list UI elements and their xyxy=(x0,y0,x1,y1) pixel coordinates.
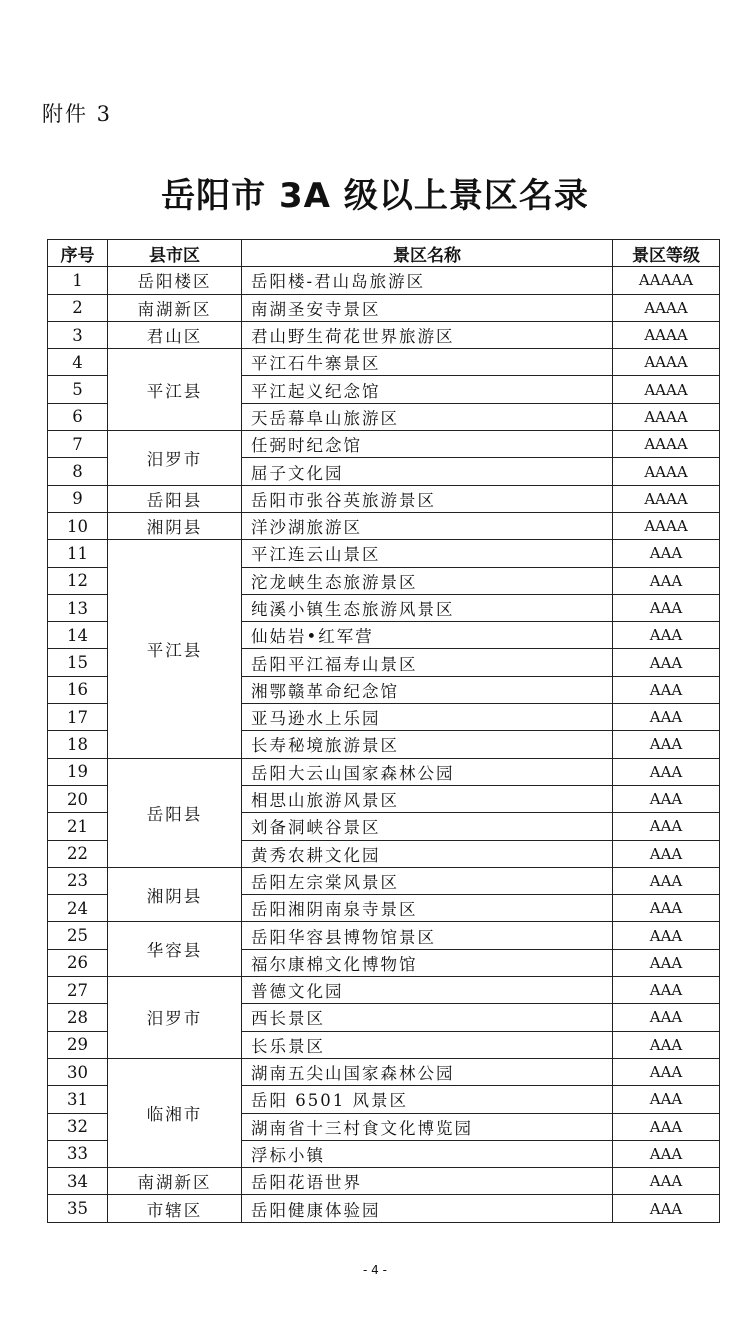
grade-cell: AAA xyxy=(613,758,720,785)
table-row xyxy=(48,321,720,348)
county-cell: 岳阳县 xyxy=(108,758,242,867)
county-cell: 湘阴县 xyxy=(108,512,242,539)
table-row xyxy=(48,349,720,376)
page-number: - 4 - xyxy=(363,1263,387,1277)
serial-cell: 12 xyxy=(48,567,108,594)
table-row xyxy=(48,1168,720,1195)
scenic-name-cell: 岳阳湘阴南泉寺景区 xyxy=(242,895,613,922)
grade-cell: AAA xyxy=(613,1031,720,1058)
grade-cell: AAA xyxy=(613,949,720,976)
table-row xyxy=(48,1195,720,1222)
scenic-name-cell: 湖南五尖山国家森林公园 xyxy=(242,1058,613,1085)
serial-cell: 21 xyxy=(48,813,108,840)
scenic-name-cell: 任弼时纪念馆 xyxy=(242,431,613,458)
grade-cell: AAA xyxy=(613,540,720,567)
document-title: 岳阳市 3A 级以上景区名录 xyxy=(161,176,589,216)
scenic-name-cell: 平江起义纪念馆 xyxy=(242,376,613,403)
serial-cell: 17 xyxy=(48,704,108,731)
scenic-name-cell: 岳阳健康体验园 xyxy=(242,1195,613,1222)
serial-cell: 26 xyxy=(48,949,108,976)
grade-cell: AAA xyxy=(613,1168,720,1195)
scenic-name-cell: 长乐景区 xyxy=(242,1031,613,1058)
table-row xyxy=(48,540,720,567)
county-cell: 君山区 xyxy=(108,321,242,348)
serial-cell: 7 xyxy=(48,431,108,458)
serial-cell: 30 xyxy=(48,1058,108,1085)
header-scenic-name: 景区名称 xyxy=(242,240,613,267)
grade-cell: AAAA xyxy=(613,458,720,485)
scenic-name-cell: 君山野生荷花世界旅游区 xyxy=(242,321,613,348)
scenic-name-cell: 福尔康棉文化博物馆 xyxy=(242,949,613,976)
grade-cell: AAAA xyxy=(613,431,720,458)
serial-cell: 22 xyxy=(48,840,108,867)
grade-cell: AAAA xyxy=(613,321,720,348)
grade-cell: AAA xyxy=(613,977,720,1004)
scenic-area-table xyxy=(47,239,720,1223)
grade-cell: AAA xyxy=(613,567,720,594)
table-header-row xyxy=(48,240,720,267)
scenic-name-cell: 长寿秘境旅游景区 xyxy=(242,731,613,758)
header-county: 县市区 xyxy=(108,240,242,267)
serial-cell: 5 xyxy=(48,376,108,403)
grade-cell: AAA xyxy=(613,1140,720,1167)
county-cell: 市辖区 xyxy=(108,1195,242,1222)
serial-cell: 9 xyxy=(48,485,108,512)
scenic-name-cell: 岳阳楼-君山岛旅游区 xyxy=(242,267,613,294)
scenic-name-cell: 洋沙湖旅游区 xyxy=(242,512,613,539)
grade-cell: AAA xyxy=(613,622,720,649)
grade-cell: AAAAA xyxy=(613,267,720,294)
grade-cell: AAAA xyxy=(613,485,720,512)
grade-cell: AAAA xyxy=(613,512,720,539)
serial-cell: 19 xyxy=(48,758,108,785)
grade-cell: AAA xyxy=(613,785,720,812)
serial-cell: 18 xyxy=(48,731,108,758)
table-row xyxy=(48,867,720,894)
serial-cell: 34 xyxy=(48,1168,108,1195)
scenic-name-cell: 岳阳华容县博物馆景区 xyxy=(242,922,613,949)
scenic-name-cell: 岳阳花语世界 xyxy=(242,1168,613,1195)
scenic-name-cell: 岳阳 6501 风景区 xyxy=(242,1086,613,1113)
scenic-name-cell: 相思山旅游风景区 xyxy=(242,785,613,812)
scenic-name-cell: 黄秀农耕文化园 xyxy=(242,840,613,867)
table-row xyxy=(48,267,720,294)
scenic-name-cell: 岳阳大云山国家森林公园 xyxy=(242,758,613,785)
table-row xyxy=(48,977,720,1004)
county-cell: 汨罗市 xyxy=(108,431,242,486)
table-row xyxy=(48,294,720,321)
serial-cell: 25 xyxy=(48,922,108,949)
grade-cell: AAA xyxy=(613,704,720,731)
serial-cell: 31 xyxy=(48,1086,108,1113)
grade-cell: AAA xyxy=(613,922,720,949)
grade-cell: AAA xyxy=(613,1195,720,1222)
grade-cell: AAA xyxy=(613,676,720,703)
serial-cell: 3 xyxy=(48,321,108,348)
county-cell: 南湖新区 xyxy=(108,294,242,321)
serial-cell: 32 xyxy=(48,1113,108,1140)
serial-cell: 20 xyxy=(48,785,108,812)
grade-cell: AAA xyxy=(613,813,720,840)
grade-cell: AAAA xyxy=(613,403,720,430)
scenic-name-cell: 岳阳市张谷英旅游景区 xyxy=(242,485,613,512)
serial-cell: 15 xyxy=(48,649,108,676)
grade-cell: AAA xyxy=(613,1113,720,1140)
scenic-name-cell: 刘备洞峡谷景区 xyxy=(242,813,613,840)
scenic-name-cell: 仙姑岩•红军营 xyxy=(242,622,613,649)
county-cell: 平江县 xyxy=(108,540,242,758)
serial-cell: 24 xyxy=(48,895,108,922)
serial-cell: 11 xyxy=(48,540,108,567)
scenic-name-cell: 天岳幕阜山旅游区 xyxy=(242,403,613,430)
county-cell: 华容县 xyxy=(108,922,242,977)
scenic-name-cell: 南湖圣安寺景区 xyxy=(242,294,613,321)
table-row xyxy=(48,1058,720,1085)
scenic-name-cell: 纯溪小镇生态旅游风景区 xyxy=(242,594,613,621)
grade-cell: AAAA xyxy=(613,376,720,403)
header-serial: 序号 xyxy=(48,240,108,267)
grade-cell: AAA xyxy=(613,840,720,867)
grade-cell: AAA xyxy=(613,649,720,676)
grade-cell: AAA xyxy=(613,867,720,894)
table-row xyxy=(48,512,720,539)
county-cell: 汨罗市 xyxy=(108,977,242,1059)
scenic-name-cell: 湖南省十三村食文化博览园 xyxy=(242,1113,613,1140)
serial-cell: 27 xyxy=(48,977,108,1004)
serial-cell: 29 xyxy=(48,1031,108,1058)
grade-cell: AAA xyxy=(613,594,720,621)
scenic-name-cell: 湘鄂赣革命纪念馆 xyxy=(242,676,613,703)
scenic-name-cell: 岳阳平江福寿山景区 xyxy=(242,649,613,676)
serial-cell: 28 xyxy=(48,1004,108,1031)
county-cell: 南湖新区 xyxy=(108,1168,242,1195)
serial-cell: 6 xyxy=(48,403,108,430)
table-body xyxy=(48,267,720,1222)
serial-cell: 23 xyxy=(48,867,108,894)
scenic-name-cell: 沱龙峡生态旅游景区 xyxy=(242,567,613,594)
county-cell: 湘阴县 xyxy=(108,867,242,922)
serial-cell: 1 xyxy=(48,267,108,294)
grade-cell: AAA xyxy=(613,1058,720,1085)
grade-cell: AAA xyxy=(613,1086,720,1113)
scenic-name-cell: 亚马逊水上乐园 xyxy=(242,704,613,731)
serial-cell: 16 xyxy=(48,676,108,703)
grade-cell: AAA xyxy=(613,1004,720,1031)
serial-cell: 13 xyxy=(48,594,108,621)
table-row xyxy=(48,431,720,458)
serial-cell: 14 xyxy=(48,622,108,649)
county-cell: 岳阳楼区 xyxy=(108,267,242,294)
scenic-name-cell: 普德文化园 xyxy=(242,977,613,1004)
table-row xyxy=(48,922,720,949)
serial-cell: 10 xyxy=(48,512,108,539)
county-cell: 临湘市 xyxy=(108,1058,242,1167)
scenic-name-cell: 平江连云山景区 xyxy=(242,540,613,567)
grade-cell: AAAA xyxy=(613,349,720,376)
scenic-name-cell: 岳阳左宗棠风景区 xyxy=(242,867,613,894)
serial-cell: 35 xyxy=(48,1195,108,1222)
serial-cell: 8 xyxy=(48,458,108,485)
county-cell: 岳阳县 xyxy=(108,485,242,512)
grade-cell: AAA xyxy=(613,731,720,758)
scenic-name-cell: 平江石牛寨景区 xyxy=(242,349,613,376)
grade-cell: AAA xyxy=(613,895,720,922)
serial-cell: 4 xyxy=(48,349,108,376)
table-row xyxy=(48,485,720,512)
serial-cell: 2 xyxy=(48,294,108,321)
table-row xyxy=(48,758,720,785)
scenic-name-cell: 屈子文化园 xyxy=(242,458,613,485)
grade-cell: AAAA xyxy=(613,294,720,321)
serial-cell: 33 xyxy=(48,1140,108,1167)
header-grade: 景区等级 xyxy=(613,240,720,267)
scenic-name-cell: 浮标小镇 xyxy=(242,1140,613,1167)
attachment-label: 附件 3 xyxy=(42,102,113,126)
scenic-name-cell: 西长景区 xyxy=(242,1004,613,1031)
county-cell: 平江县 xyxy=(108,349,242,431)
